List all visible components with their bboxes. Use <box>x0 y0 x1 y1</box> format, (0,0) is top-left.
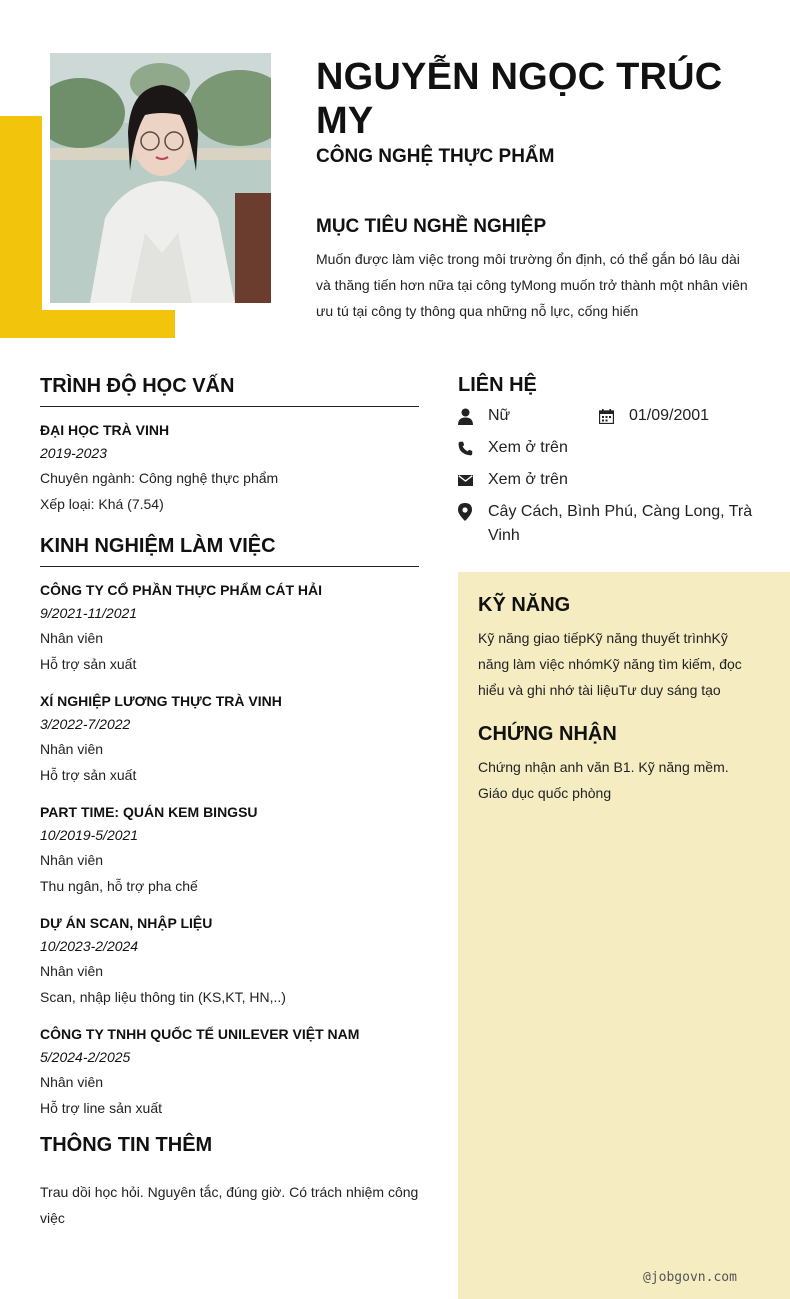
profile-photo <box>50 53 271 303</box>
job-title: CÔNG NGHỆ THỰC PHẨM <box>316 146 555 167</box>
experience-role: Nhân viên <box>40 852 104 868</box>
extra-info-text: Trau dồi học hỏi. Nguyên tắc, đúng giờ. Có trách nhiệm công việc <box>40 1184 419 1226</box>
mail-icon <box>458 468 488 492</box>
experience-role: Nhân viên <box>40 963 104 979</box>
experience-entry <box>40 801 419 899</box>
experience-heading: KINH NGHIỆM LÀM VIỆC <box>40 535 419 567</box>
education-grade: Xếp loại: Khá (7.54) <box>40 496 164 512</box>
certificates-text: Chứng nhận anh văn B1. Kỹ năng mềm. Giáo dục quốc phòng <box>478 759 729 801</box>
education-heading: TRÌNH ĐỘ HỌC VẤN <box>40 375 419 407</box>
experience-desc: Hỗ trợ sản xuất <box>40 656 137 672</box>
side-panel <box>458 572 790 1299</box>
left-column <box>40 375 419 1231</box>
experience-date: 10/2019-5/2021 <box>40 827 139 843</box>
education-years: 2019-2023 <box>40 445 107 461</box>
calendar-icon <box>599 404 629 428</box>
experience-date: 3/2022-7/2022 <box>40 716 131 732</box>
experience-company: PART TIME: QUÁN KEM BINGSU <box>40 804 258 820</box>
experience-entry <box>40 690 419 788</box>
address-value: Cây Cách, Bình Phú, Càng Long, Trà Vinh <box>488 503 753 544</box>
experience-entry <box>40 912 419 1010</box>
contact-address <box>458 500 758 548</box>
extra-info-heading: THÔNG TIN THÊM <box>40 1134 213 1156</box>
experience-role: Nhân viên <box>40 741 104 757</box>
school-name: ĐẠI HỌC TRÀ VINH <box>40 422 170 438</box>
experience-date: 5/2024-2/2025 <box>40 1049 131 1065</box>
contact-email <box>458 468 758 492</box>
experience-entry <box>40 579 419 677</box>
experience-company: DỰ ÁN SCAN, NHẬP LIỆU <box>40 915 213 931</box>
experience-desc: Scan, nhập liệu thông tin (KS,KT, HN,..) <box>40 989 286 1005</box>
education-major: Chuyên ngành: Công nghệ thực phẩm <box>40 470 279 486</box>
experience-company: XÍ NGHIỆP LƯƠNG THỰC TRÀ VINH <box>40 693 282 709</box>
experience-date: 10/2023-2/2024 <box>40 938 139 954</box>
objective-text: Muốn được làm việc trong môi trường ổn định, có thể gắn bó lâu dài và thăng tiến hơn nữa tại công tyMong muốn trở thành một nhân viên ưu tú tại công ty thông qua những nỗ lực, cống hiến <box>316 251 748 319</box>
birthday-value: 01/09/2001 <box>629 407 710 424</box>
experience-desc: Thu ngân, hỗ trợ pha chế <box>40 878 198 894</box>
skills-heading: KỸ NĂNG <box>478 594 571 616</box>
experience-company: CÔNG TY TNHH QUỐC TẾ UNILEVER VIỆT NAM <box>40 1026 360 1042</box>
experience-entry <box>40 1023 419 1121</box>
phone-value: Xem ở trên <box>488 439 568 456</box>
contact-phone <box>458 436 758 460</box>
contact-gender <box>458 404 598 428</box>
accent-bar-vertical <box>0 116 42 338</box>
candidate-name: NGUYỄN NGỌC TRÚC MY <box>316 56 723 142</box>
experience-desc: Hỗ trợ sản xuất <box>40 767 137 783</box>
gender-value: Nữ <box>488 407 511 424</box>
experience-desc: Hỗ trợ line sản xuất <box>40 1100 163 1116</box>
location-pin-icon <box>458 500 488 524</box>
experience-date: 9/2021-11/2021 <box>40 605 138 621</box>
education-entry <box>40 419 419 517</box>
phone-icon <box>458 436 488 460</box>
accent-bar-horizontal <box>0 310 175 338</box>
email-value: Xem ở trên <box>488 471 568 488</box>
person-icon <box>458 404 488 428</box>
experience-company: CÔNG TY CỔ PHẦN THỰC PHẨM CÁT HẢI <box>40 582 323 598</box>
contact-heading: LIÊN HỆ <box>458 374 537 396</box>
experience-role: Nhân viên <box>40 630 104 646</box>
skills-text: Kỹ năng giao tiếpKỹ năng thuyết trìnhKỹ năng làm việc nhómKỹ năng tìm kiếm, đọc hiểu và ghi nhớ tài liệuTư duy sáng tạo <box>478 630 742 698</box>
certificates-heading: CHỨNG NHẬN <box>478 723 617 745</box>
contact-birthday <box>599 404 769 428</box>
objective-heading: MỤC TIÊU NGHỀ NGHIỆP <box>316 216 547 237</box>
watermark: @jobgovn.com <box>643 1270 737 1285</box>
experience-role: Nhân viên <box>40 1074 104 1090</box>
